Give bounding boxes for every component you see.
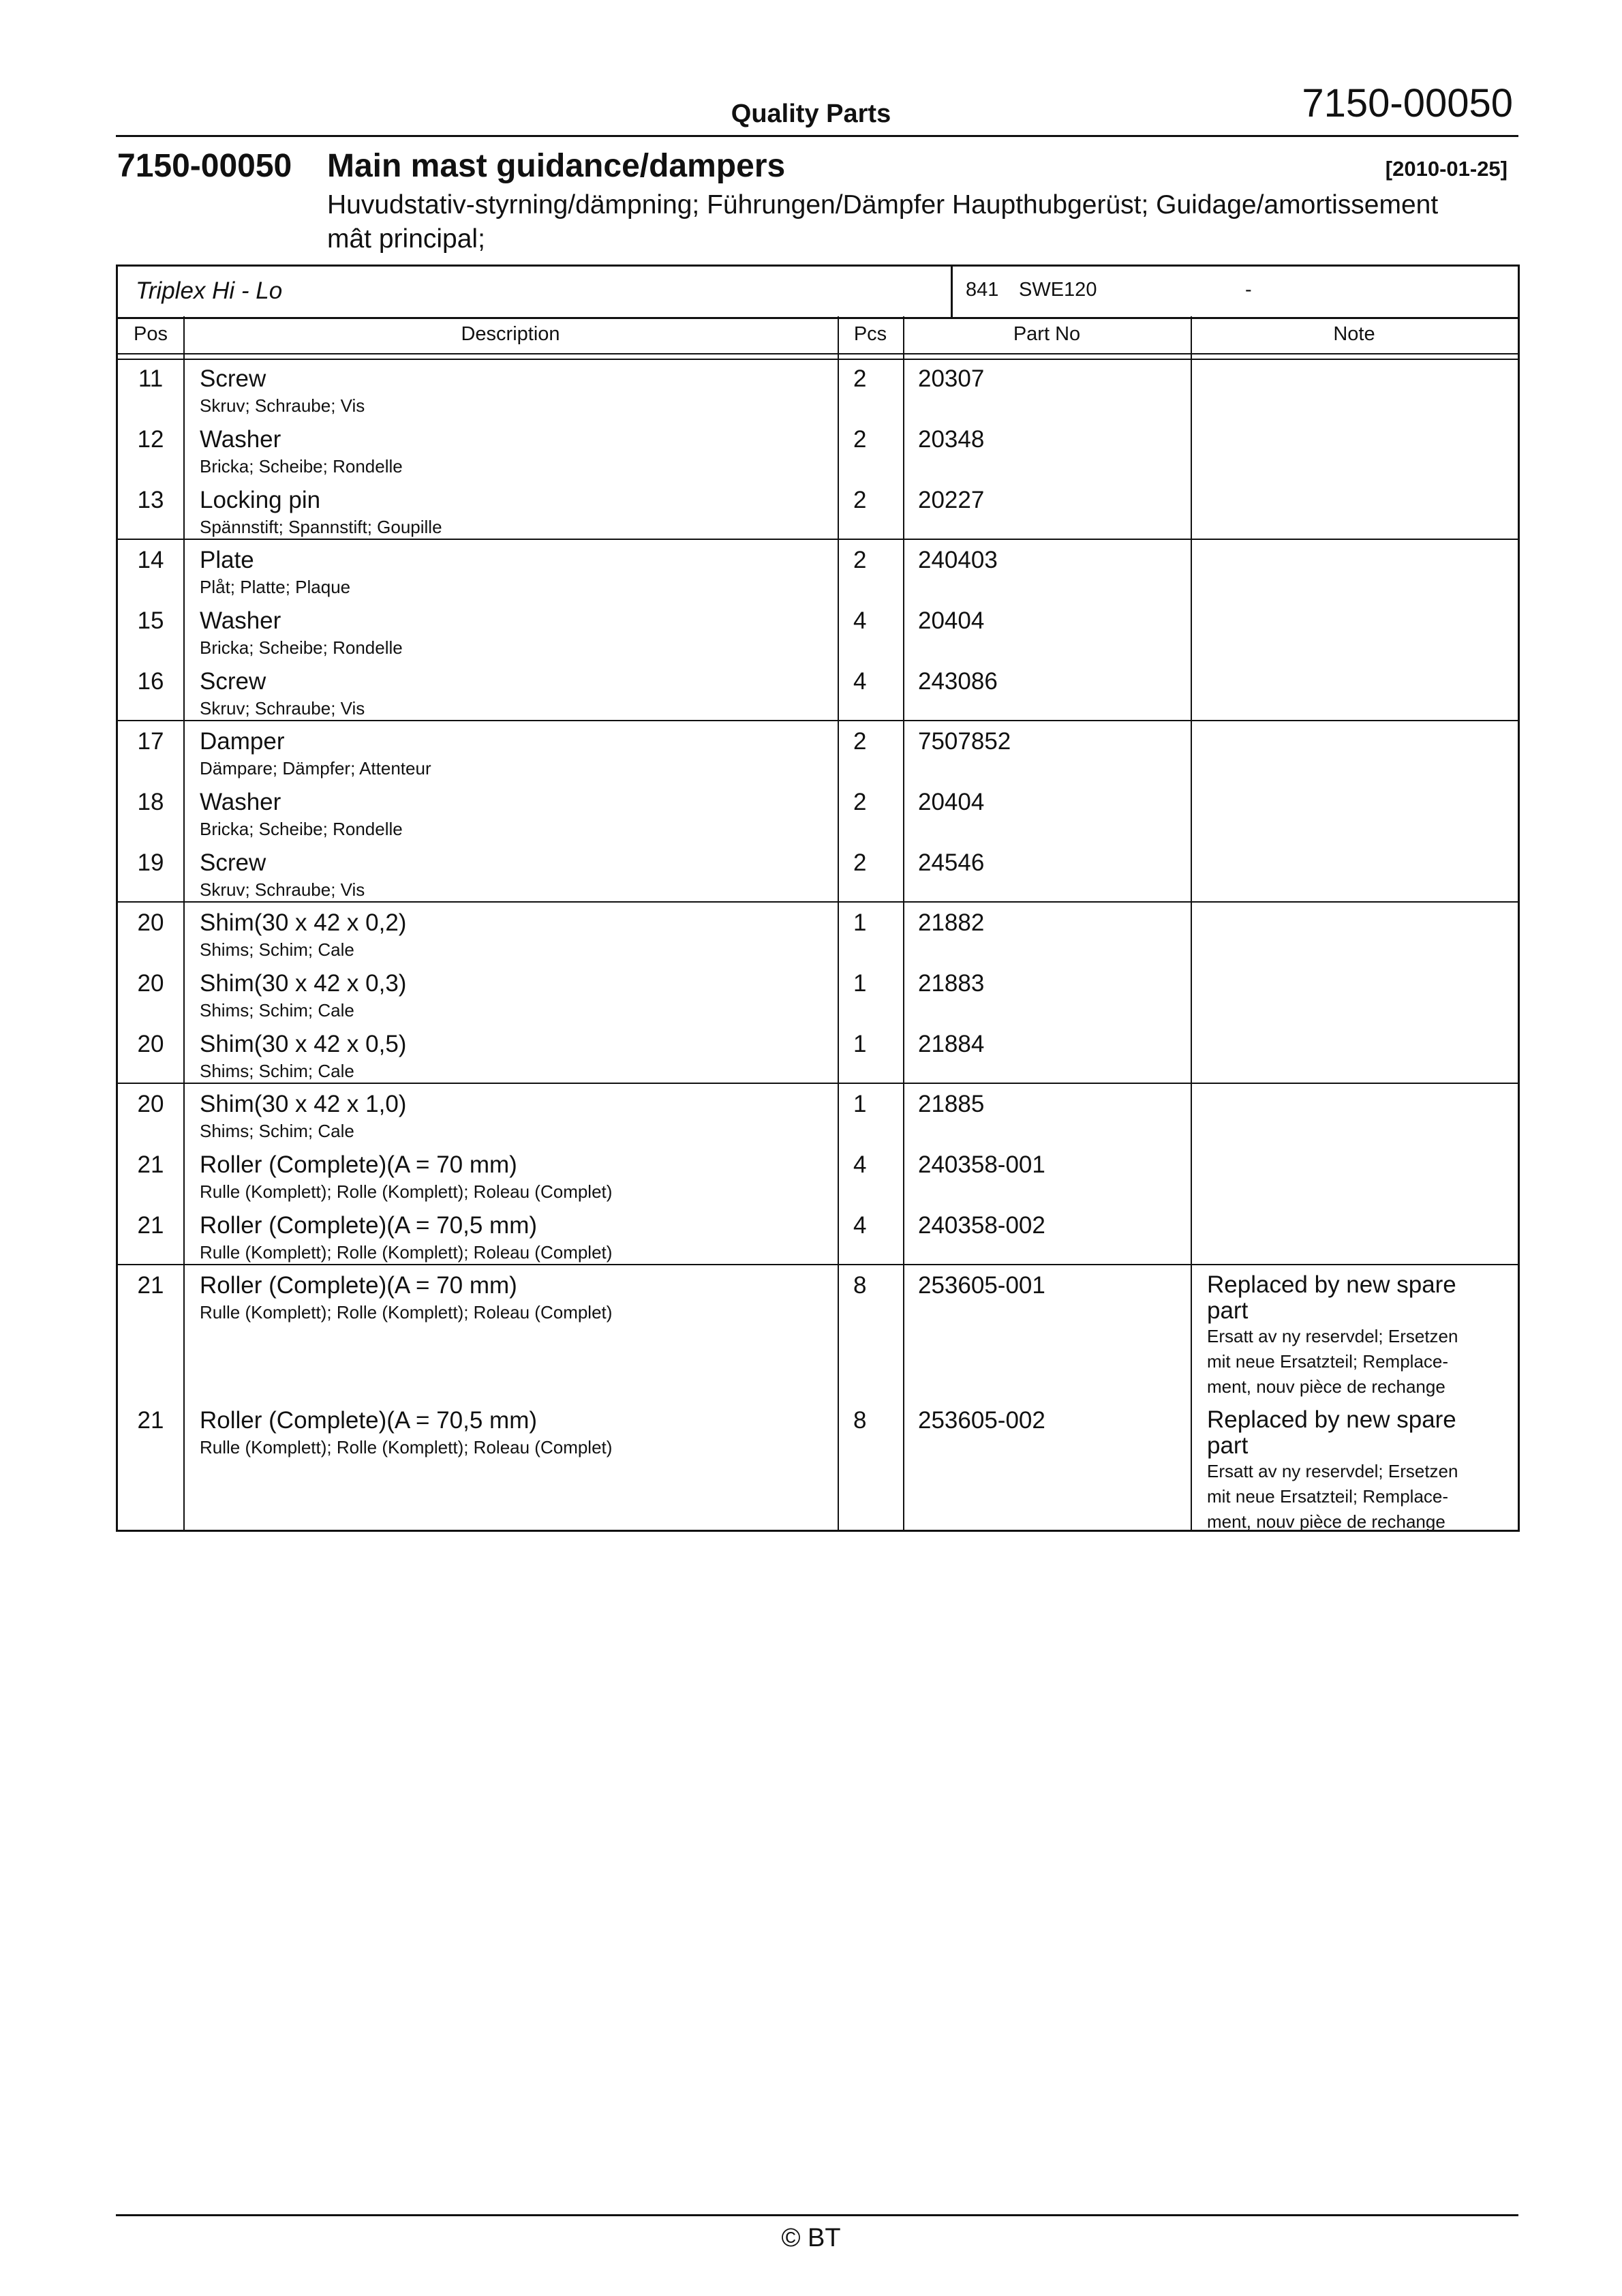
row-part-no: 21884 (918, 1031, 985, 1057)
row-pcs: 1 (853, 970, 867, 997)
row-pos: 20 (137, 970, 164, 997)
header-note: Note (1333, 323, 1375, 345)
row-pcs: 2 (853, 365, 867, 392)
footer-divider (116, 2214, 1518, 2216)
row-description: Roller (Complete)(A = 70,5 mm) (200, 1407, 538, 1434)
row-translation: Rulle (Komplett); Rolle (Komplett); Roleau (Complet) (200, 1437, 613, 1457)
note-text: Replaced by new spare (1207, 1406, 1456, 1433)
note-translation: Ersatt av ny reservdel; Ersetzen (1207, 1461, 1458, 1481)
row-description: Shim(30 x 42 x 1,0) (200, 1091, 407, 1117)
row-translation: Rulle (Komplett); Rolle (Komplett); Roleau (Complet) (200, 1181, 613, 1202)
row-translation: Plåt; Platte; Plaque (200, 577, 351, 597)
row-description: Damper (200, 728, 285, 755)
header-pos: Pos (134, 323, 168, 345)
model-dash: - (1245, 279, 1252, 301)
row-translation: Bricka; Scheibe; Rondelle (200, 456, 403, 477)
row-part-no: 240403 (918, 547, 998, 573)
row-pcs: 1 (853, 1091, 867, 1117)
column-divider (903, 316, 904, 1530)
row-pcs: 2 (853, 849, 867, 876)
row-translation: Spännstift; Spannstift; Goupille (200, 517, 442, 537)
row-translation: Shims; Schim; Cale (200, 1121, 354, 1141)
row-translation: Bricka; Scheibe; Rondelle (200, 637, 403, 658)
parts-table (116, 316, 1520, 1532)
header-title: Quality Parts (731, 100, 891, 128)
header-rule (118, 359, 1518, 360)
footer-copyright: © BT (781, 2224, 841, 2252)
note-text: part (1207, 1432, 1249, 1459)
row-pcs: 2 (853, 728, 867, 755)
row-pcs: 2 (853, 789, 867, 815)
note-translation: ment, nouv pièce de rechange (1207, 1376, 1445, 1397)
row-pos: 11 (138, 365, 164, 392)
row-part-no: 21882 (918, 909, 985, 936)
row-pos: 16 (137, 668, 164, 695)
row-description: Roller (Complete)(A = 70 mm) (200, 1272, 517, 1299)
row-pcs: 8 (853, 1407, 867, 1434)
row-translation: Skruv; Schraube; Vis (200, 879, 365, 900)
group-divider (118, 1083, 1518, 1084)
model-divider (951, 267, 953, 317)
row-pos: 12 (137, 426, 164, 453)
model-code: 841 (966, 279, 999, 301)
row-pos: 18 (137, 789, 164, 815)
section-code: 7150-00050 (117, 148, 292, 184)
section-date: [2010-01-25] (1385, 157, 1508, 181)
group-divider (118, 539, 1518, 540)
section-translation-line: Huvudstativ-styrning/dämpning; Führungen/Dämpfer Haupthubgerüst; Guidage/amortissement (327, 190, 1439, 220)
row-description: Screw (200, 668, 266, 695)
note-text: Replaced by new spare (1207, 1271, 1456, 1298)
row-pcs: 2 (853, 487, 867, 513)
section-translation-line: mât principal; (327, 224, 485, 254)
row-pcs: 8 (853, 1272, 867, 1299)
row-part-no: 240358-001 (918, 1151, 1045, 1178)
row-part-no: 21883 (918, 970, 985, 997)
row-translation: Shims; Schim; Cale (200, 1000, 354, 1021)
row-pcs: 4 (853, 607, 867, 634)
group-divider (118, 1264, 1518, 1265)
row-description: Locking pin (200, 487, 321, 513)
group-divider (118, 901, 1518, 903)
model-box (116, 265, 1520, 319)
row-part-no: 20307 (918, 365, 985, 392)
row-translation: Bricka; Scheibe; Rondelle (200, 819, 403, 839)
row-translation: Skruv; Schraube; Vis (200, 698, 365, 719)
row-pos: 20 (137, 1091, 164, 1117)
row-part-no: 21885 (918, 1091, 985, 1117)
header-rule (118, 353, 1518, 354)
row-part-no: 20404 (918, 607, 985, 634)
row-pos: 19 (137, 849, 164, 876)
row-description: Screw (200, 849, 266, 876)
row-pos: 21 (137, 1407, 164, 1434)
row-note (1207, 1272, 1500, 1400)
row-description: Roller (Complete)(A = 70 mm) (200, 1151, 517, 1178)
note-translation: ment, nouv pièce de rechange (1207, 1511, 1445, 1532)
row-part-no: 243086 (918, 668, 998, 695)
row-description: Screw (200, 365, 266, 392)
row-pcs: 4 (853, 668, 867, 695)
row-description: Washer (200, 607, 281, 634)
header-divider (116, 135, 1518, 137)
row-description: Shim(30 x 42 x 0,3) (200, 970, 407, 997)
row-translation: Shims; Schim; Cale (200, 1061, 354, 1081)
row-pos: 21 (137, 1212, 164, 1239)
row-part-no: 240358-002 (918, 1212, 1045, 1239)
section-translations (327, 188, 1499, 256)
row-pos: 20 (137, 909, 164, 936)
row-part-no: 20227 (918, 487, 985, 513)
column-divider (1191, 316, 1192, 1530)
row-pcs: 4 (853, 1212, 867, 1239)
column-divider (838, 316, 839, 1530)
row-pos: 21 (137, 1272, 164, 1299)
row-description: Plate (200, 547, 254, 573)
row-description: Roller (Complete)(A = 70,5 mm) (200, 1212, 538, 1239)
row-pcs: 1 (853, 1031, 867, 1057)
row-translation: Dämpare; Dämpfer; Attenteur (200, 758, 431, 779)
note-translation: mit neue Ersatzteil; Remplace- (1207, 1486, 1449, 1507)
row-pcs: 2 (853, 426, 867, 453)
group-divider (118, 720, 1518, 721)
row-part-no: 20348 (918, 426, 985, 453)
model-type: SWE120 (1019, 279, 1097, 301)
column-divider (183, 316, 185, 1530)
row-pcs: 2 (853, 547, 867, 573)
row-pos: 15 (137, 607, 164, 634)
row-translation: Skruv; Schraube; Vis (200, 395, 365, 416)
header-doc-number: 7150-00050 (1302, 81, 1513, 125)
row-part-no: 253605-002 (918, 1407, 1045, 1434)
row-description: Shim(30 x 42 x 0,5) (200, 1031, 407, 1057)
row-translation: Rulle (Komplett); Rolle (Komplett); Roleau (Complet) (200, 1242, 613, 1263)
note-translation: Ersatt av ny reservdel; Ersetzen (1207, 1326, 1458, 1346)
row-pos: 13 (137, 487, 164, 513)
row-part-no: 20404 (918, 789, 985, 815)
row-note (1207, 1407, 1500, 1535)
row-pcs: 4 (853, 1151, 867, 1178)
row-description: Shim(30 x 42 x 0,2) (200, 909, 407, 936)
row-pcs: 1 (853, 909, 867, 936)
row-part-no: 24546 (918, 849, 985, 876)
row-translation: Rulle (Komplett); Rolle (Komplett); Roleau (Complet) (200, 1302, 613, 1323)
section-title: Main mast guidance/dampers (327, 148, 786, 184)
row-description: Washer (200, 426, 281, 453)
row-pos: 21 (137, 1151, 164, 1178)
row-description: Washer (200, 789, 281, 815)
row-pos: 17 (137, 728, 164, 755)
row-translation: Shims; Schim; Cale (200, 939, 354, 960)
header-description: Description (461, 323, 560, 345)
row-pos: 14 (137, 547, 164, 573)
header-pcs: Pcs (853, 323, 887, 345)
row-pos: 20 (137, 1031, 164, 1057)
note-translation: mit neue Ersatzteil; Remplace- (1207, 1351, 1449, 1372)
row-part-no: 7507852 (918, 728, 1011, 755)
model-name: Triplex Hi - Lo (136, 277, 283, 304)
row-part-no: 253605-001 (918, 1272, 1045, 1299)
note-text: part (1207, 1297, 1249, 1324)
header-part-no: Part No (1013, 323, 1081, 345)
